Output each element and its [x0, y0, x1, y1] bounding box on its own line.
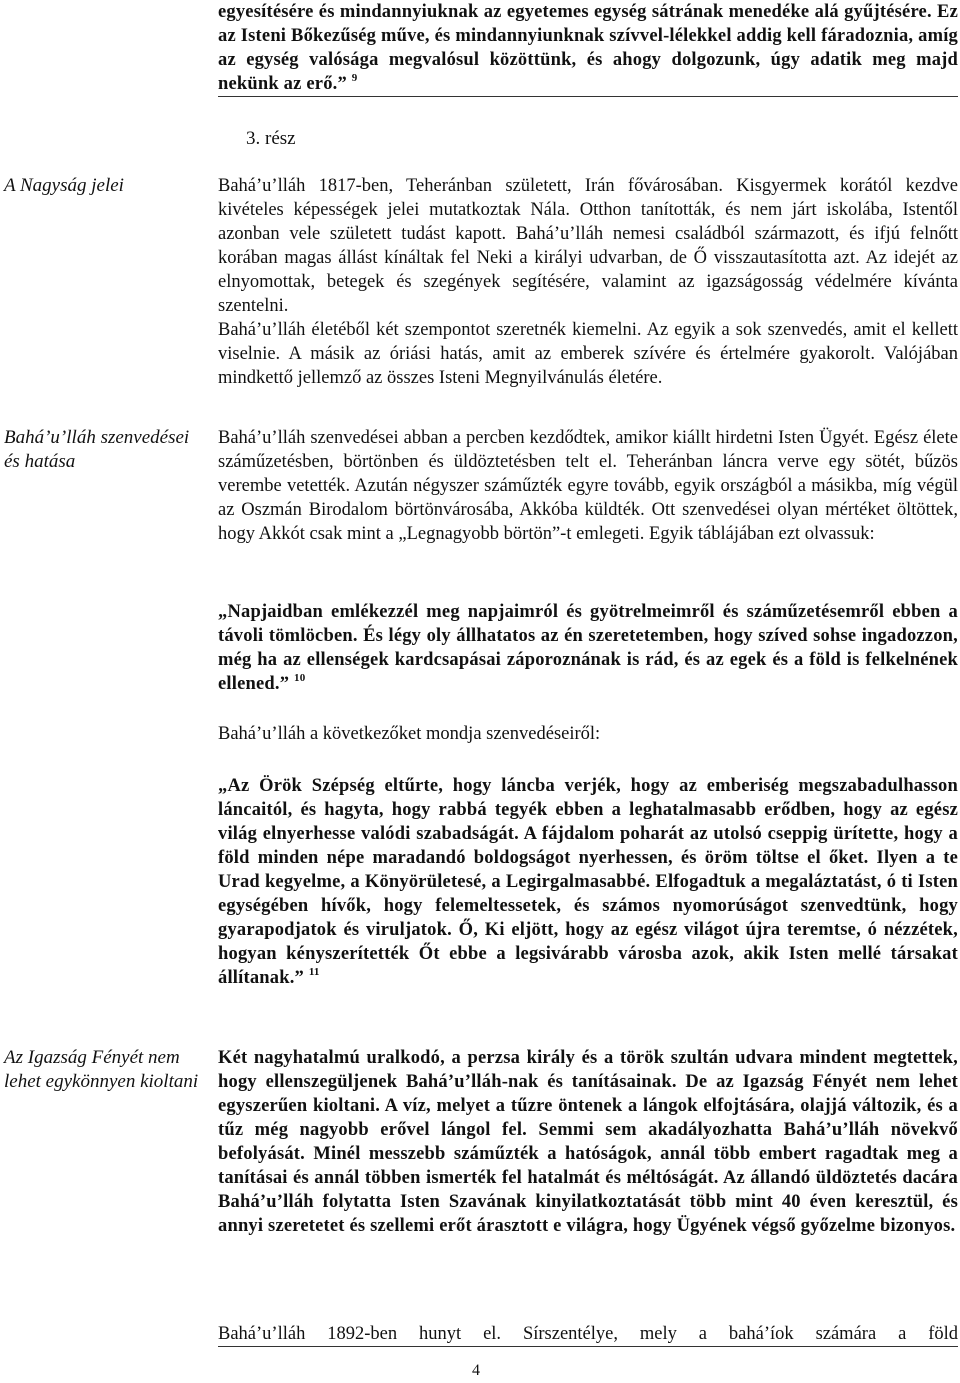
- footnote-ref: 9: [351, 72, 358, 84]
- quote-tablet-text: „Napjaidban emlékezzél meg napjaimról és gyötrelmeimről és száműzetésemről ebben a távoli tömlöcben. És légy oly állhatatos az én szeretetemben, hogy szíved sohse ingadozzon, még ha az ellenségek kardcsapásai záporoznának is rád, és az egek és a föld is felkelnének ellened.”: [218, 602, 958, 694]
- sidebar-heading-light-of-truth: Az Igazság Fényét nem lehet egykönnyen kioltani: [4, 1047, 199, 1092]
- paragraph-light-of-truth: Két nagyhatalmú uralkodó, a perzsa király és a török szultán udvara mindent megtettek, hogy ellenszegüljenek Bahá’u’lláh-nak és tanításainak. De az Igazság Fényét nem lehet egyszerűen kioltani. A víz, melyet a tűzre öntenek a lángok elfojtására, olajjá változik, és a tűz még nagyobb erővel lángol fel. Semmi sem akadályozhatta Bahá’u’lláh növekvő befolyását. Minél messzebb száműzték a hatóságok, annál több embert ragadtak meg a tanításai és annál többen ismerték fel hatalmát és méltóságát. Az állandó üldöztetés dacára Bahá’u’lláh folytatta Isten Szavának kinyilatkoztatását több mint 40 éven keresztül, és annyi szeretetet és szellemi erőt árasztott e világra, hogy Ügyének végső győzelme bizonyos.: [218, 1048, 958, 1236]
- top-paragraph-text: egyesítésére és mindannyiuknak az egyetemes egység sátrának menedéke alá gyűjtésére. Ez az Isteni Bőkezűség műve, és mindannyiunknak szívvel-lélekkel addig kell fáradoznia, amíg az egység valósága megvalósul közöttünk, és ahogy dolgozunk, úgy adatik meg majd nekünk az erő.”: [218, 2, 958, 94]
- quote-eternal-beauty: [218, 774, 958, 990]
- part-heading: 3. rész: [246, 128, 296, 149]
- top-paragraph: [218, 0, 958, 96]
- paragraph-death: Bahá’u’lláh 1892-ben hunyt el. Sírszentélye, mely a bahá’íok számára a föld: [218, 1324, 958, 1344]
- quote-eternal-beauty-text: „Az Örök Szépség eltűrte, hogy láncba verjék, hogy az emberiség megszabadulhasson láncaitól, és hagyta, hogy rabbá tegyék ebben a leghatalmasabb erődben, hogy az egész világ elnyerhesse valódi szabadságát. A fájdalom poharát az utolsó cseppig ürítette, hogy a föld minden népe maradandó boldogságot nyerhessen, és öröm töltse el őket. Ilyen a te Urad kegyelme, a Könyörületesé, a Legirgalmasabbé. Elfogadtuk a megaláztatást, ó ti Isten egységében hívők, hogy felemeltessetek, és számos nyomorúságot szenvedtünk, hogy gyarapodjatok és viruljatok. Ő, Ki eljött, hogy az egész világot újra teremtse, ó nézzétek, hogyan kényszerítették Őt ebbe a legsivárabb városba azok, akik Isten mellé társakat állítanak.”: [218, 776, 958, 988]
- paragraph-two-aspects: Bahá’u’lláh életéből két szempontot szeretnék kiemelni. Az egyik a sok szenvedés, amit el kellett viselnie. A másik az óriási hatás, amit az emberek szívére és értelmére gyakorolt. Valójában mindkettő jellemző az összes Isteni Megnyilvánulás életére.: [218, 320, 958, 388]
- footnote-ref: 11: [308, 966, 320, 978]
- bottom-divider: [218, 1346, 958, 1347]
- footnote-ref: 10: [294, 672, 306, 684]
- quote-tablet: [218, 600, 958, 696]
- paragraph-sufferings: Bahá’u’lláh szenvedései abban a percben kezdődtek, amikor kiállt hirdetni Isten Ügyét. Egész élete száműzetésben, börtönben és üldöztetésben telt el. Teheránban láncra verve egy sötét, bűzös verembe vetették. Azután négyszer száműzték egyre tovább, egyik országból a másikba, míg végül az Oszmán Birodalom börtönvárosába, Akkóba küldték. Ott szenvedései olyan mértéket öltöttek, hogy Akkót csak mint a „Legnagyobb börtön”-t emlegeti. Egyik táblájában ezt olvassuk:: [218, 428, 958, 544]
- sidebar-heading-sufferings: Bahá’u’lláh szenvedései és hatása: [4, 427, 190, 472]
- sidebar-heading-signs-of-greatness: A Nagyság jelei: [4, 175, 124, 196]
- top-divider: [218, 96, 958, 97]
- paragraph-birth: Bahá’u’lláh 1817-ben, Teheránban született, Irán fővárosában. Kisgyermek korától kezdve kivételes képességek jelei mutatkoztak Nála. Otthon tanították, és nem járt iskolába, Istentől azonban vele született tudást kapott. Bahá’u’lláh nemesi családból származott, és ifjú felnőtt korában magas állást kínáltak fel Neki a királyi udvarban, de Ő visszautasította azt. Az idejét az elnyomottak, betegek és szegények segítésére, valamint az igazságosság védelmére kívánta szentelni.: [218, 176, 958, 316]
- paragraph-intro-quote: Bahá’u’lláh a következőket mondja szenvedéseiről:: [218, 724, 601, 744]
- page-number: 4: [472, 1362, 480, 1379]
